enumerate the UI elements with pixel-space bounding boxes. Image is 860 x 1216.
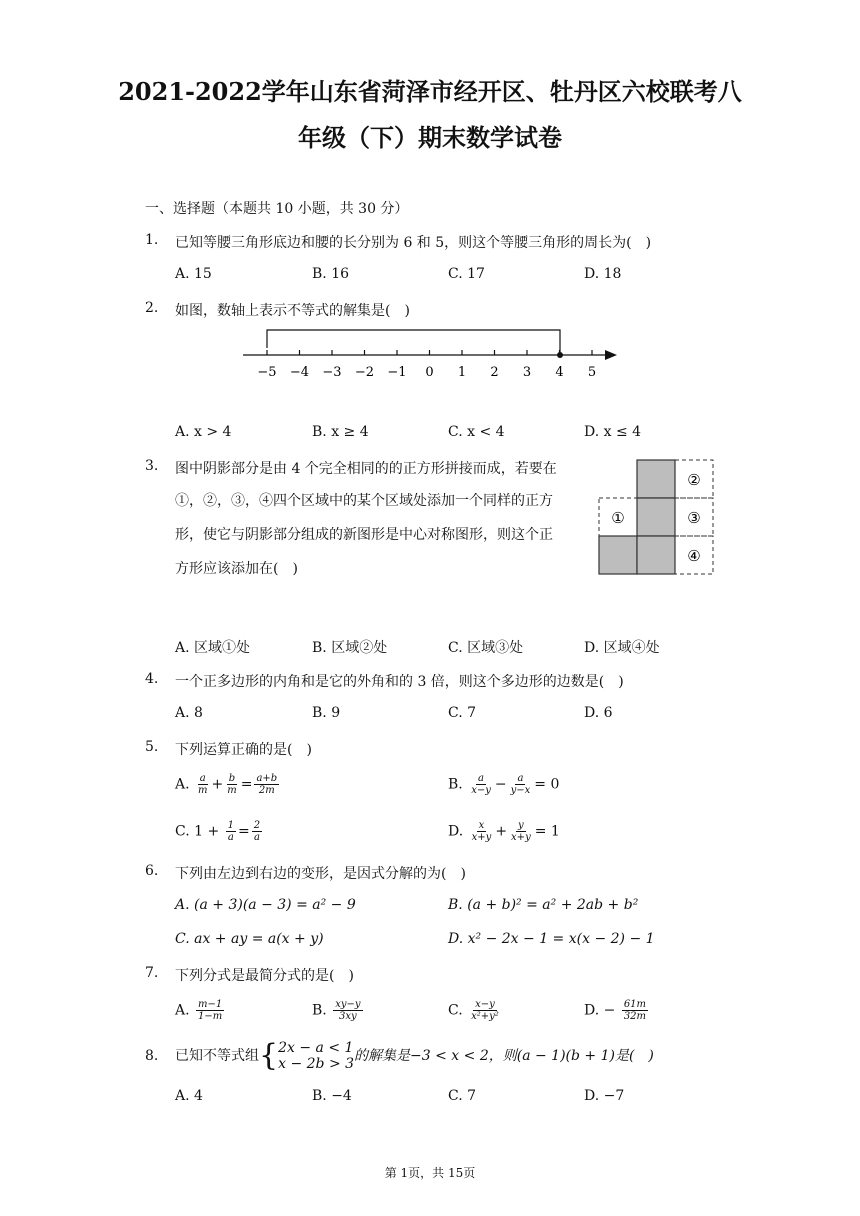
- option-b: B. 16: [312, 266, 350, 282]
- option-c: C. 17: [448, 266, 485, 282]
- shaded-square: [637, 460, 675, 498]
- tick-label: −3: [322, 365, 342, 380]
- option-a: A. (a + 3)(a − 3) = a² − 9: [175, 897, 356, 913]
- option-a: A. $\frac{a}{m}$ + $\frac{b}{m}$ = $\frac{a+b}{2m}$: [175, 773, 278, 796]
- question-text: 已知等腰三角形底边和腰的长分别为 6 和 5，则这个等腰三角形的周长为( ): [175, 235, 652, 251]
- option-a: A. 8: [175, 705, 203, 721]
- title-line-2: 年级（下）期末数学试卷: [298, 123, 562, 152]
- tick-label: 0: [425, 365, 434, 380]
- option-d: D. − $\frac{61m}{32m}$: [584, 999, 647, 1022]
- tick-label: −4: [289, 365, 310, 380]
- question-number: 1.: [145, 232, 159, 248]
- arrow-right-icon: [605, 350, 617, 360]
- option-d: D. x² − 2x − 1 = x(x − 2) − 1: [448, 931, 655, 947]
- tick-label: −1: [387, 365, 407, 380]
- option-c: C. 区域③处: [448, 640, 524, 656]
- question-text: 下列由左边到右边的变形，是因式分解的为( ): [175, 866, 466, 882]
- question-number: 3.: [145, 458, 159, 474]
- solid-point: [557, 352, 563, 358]
- shaded-square: [637, 536, 675, 574]
- solution-bracket: [267, 330, 560, 355]
- option-a: A. 区域①处: [175, 640, 251, 656]
- title-line-1: 2021-2022学年山东省菏泽市经开区、牡丹区六校联考八: [118, 77, 742, 106]
- question-text-line-1: 图中阴影部分是由 4 个完全相同的的正方形拼接而成，若要在: [175, 461, 557, 477]
- question-number: 4.: [145, 671, 159, 687]
- shaded-square: [637, 498, 675, 536]
- option-a: A. $\frac{m-1}{1-m}$: [175, 999, 223, 1022]
- question-text-line-3: 形，使它与阴影部分组成的新图形是中心对称图形，则这个正: [175, 527, 553, 543]
- region-1-label: ①: [611, 509, 625, 527]
- option-b: B. 区域②处: [312, 640, 388, 656]
- region-4-label: ④: [687, 547, 701, 565]
- question-text-line-2: ①，②，③，④四个区域中的某个区域处添加一个同样的正方: [175, 493, 553, 509]
- question-text: 下列分式是最简分式的是( ): [175, 968, 354, 984]
- option-b: B. (a + b)² = a² + 2ab + b²: [448, 897, 639, 913]
- squares-figure: [598, 458, 716, 576]
- question-text: 下列运算正确的是( ): [175, 742, 312, 758]
- option-c: C. $\frac{x-y}{\text{x²+y²}}$: [448, 999, 499, 1022]
- option-b: B. −4: [312, 1088, 352, 1104]
- section-header: 一、选择题（本题共 10 小题，共 30 分）: [145, 201, 409, 217]
- option-a: A. 15: [175, 266, 212, 282]
- option-d: D. −7: [584, 1088, 625, 1104]
- option-b: B. x ≥ 4: [312, 424, 369, 440]
- tick-label: 3: [522, 365, 532, 380]
- question-number: 5.: [145, 739, 159, 755]
- option-a: A. x > 4: [175, 424, 232, 440]
- tick-label: 1: [457, 365, 467, 380]
- question-number: 2.: [145, 300, 159, 316]
- question-number: 6.: [145, 863, 159, 879]
- option-b: B. $\frac{xy-y}{3xy}$: [312, 999, 361, 1022]
- option-d: D. x ≤ 4: [584, 424, 642, 440]
- option-c: C. ax + ay = a(x + y): [175, 931, 324, 947]
- option-d: D. $\frac{x}{x+y}$ + $\frac{y}{x+y}$ = 1: [448, 820, 560, 843]
- region-2-label: ②: [687, 471, 701, 489]
- question-text-line-4: 方形应该添加在( ): [175, 561, 298, 577]
- question-text: 已知不等式组 { 2x − a < 1 x − 2b > 3 的解集是−3 < x < 2，则(a − 1)(b + 1)是( ): [175, 1038, 654, 1073]
- number-line-figure: [235, 322, 625, 382]
- tick-label: 5: [587, 365, 597, 380]
- option-a: A. 4: [175, 1088, 203, 1104]
- tick-label: 4: [555, 365, 564, 380]
- question-text: 一个正多边形的内角和是它的外角和的 3 倍，则这个多边形的边数是( ): [175, 674, 624, 690]
- page-footer: 第 1页，共 15页: [384, 1166, 476, 1180]
- option-b: B. $\frac{a}{x-y}$ − $\frac{a}{y-x}$ = 0: [448, 773, 560, 796]
- option-d: D. 6: [584, 705, 613, 721]
- tick-label: 2: [490, 365, 499, 380]
- shaded-square: [599, 536, 637, 574]
- option-c: C. 1 + $\frac{1}{a}$ = $\frac{2}{a}$: [175, 820, 261, 843]
- option-d: D. 18: [584, 266, 622, 282]
- tick-label: −5: [257, 365, 277, 380]
- question-text: 如图，数轴上表示不等式的解集是( ): [175, 303, 410, 319]
- region-3-label: ③: [687, 509, 701, 527]
- question-number: 8.: [145, 1048, 159, 1064]
- option-c: C. x < 4: [448, 424, 505, 440]
- option-d: D. 区域④处: [584, 640, 660, 656]
- tick-label: −2: [354, 365, 375, 380]
- question-number: 7.: [145, 965, 159, 981]
- option-b: B. 9: [312, 705, 341, 721]
- option-c: C. 7: [448, 1088, 477, 1104]
- option-c: C. 7: [448, 705, 477, 721]
